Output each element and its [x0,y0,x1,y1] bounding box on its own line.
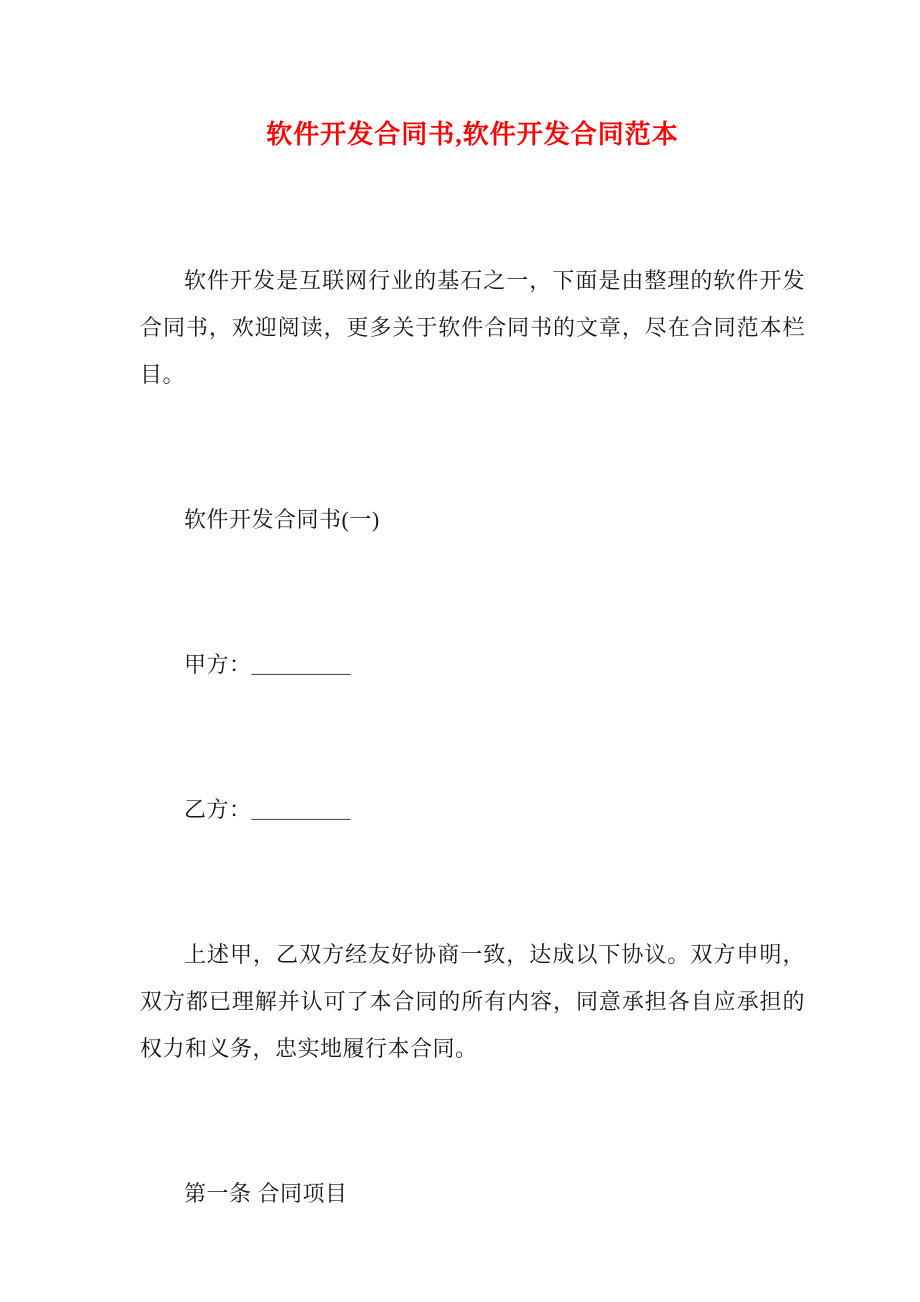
article-one-heading: 第一条 合同项目 [184,1181,348,1206]
party-a-label: 甲方： [184,652,252,677]
party-b-line [140,786,805,833]
party-b-label: 乙方： [184,797,252,822]
party-b-fill-in-blank: _________ [251,797,351,822]
intro-paragraph: 软件开发是互联网行业的基石之一，下面是由整理的软件开发合同书，欢迎阅读，更多关于软件合同书的文章，尽在合同范本栏目。 [140,268,805,387]
section-heading-contract-one: 软件开发合同书(一) [184,507,380,532]
document-title: 软件开发合同书,软件开发合同范本 [266,120,679,149]
party-a-line [140,641,805,688]
agreement-statement-paragraph: 上述甲，乙双方经友好协商一致，达成以下协议。双方申明，双方都已理解并认可了本合同的所有内容，同意承担各自应承担的权力和义务，忠实地履行本合同。 [140,942,805,1061]
party-a-fill-in-blank: _________ [251,652,351,677]
